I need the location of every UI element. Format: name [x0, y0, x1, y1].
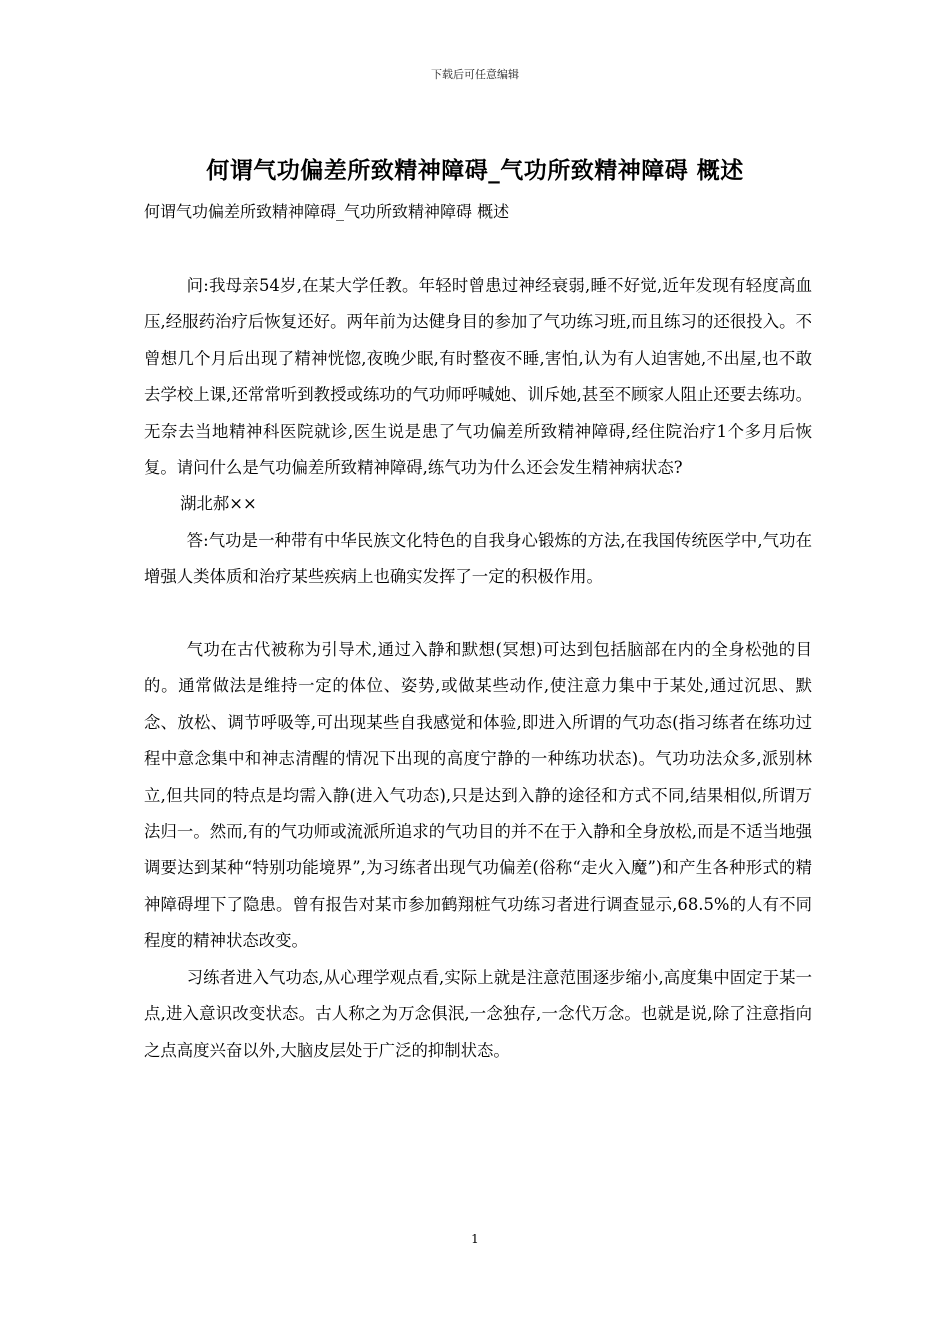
document-subtitle: 何谓气功偏差所致精神障碍_气功所致精神障碍 概述 — [144, 202, 510, 221]
body-paragraph-1: 气功在古代被称为引导术,通过入静和默想(冥想)可达到包括脑部在内的全身松弛的目的。通常做法是维持一定的体位、姿势,或做某些动作,使注意力集中于某处,通过沉思、默念、放松、调节呼吸等,可出现某些自我感觉和体验,即进入所谓的气功态(指习练者在练功过程中意念集中和神志清醒的情况下出现的高度宁静的一种练功状态)。气功功法众多,派别林立,但共同的特点是均需入静(进入气功态),只是达到入静的途径和方式不同,结果相似,所谓万法归一。然而,有的气功师或流派所追求的气功目的并不在于入静和全身放松,而是不适当地强调要达到某种“特别功能境界”,为习练者出现气功偏差(俗称“走火入魔”)和产生各种形式的精神障碍埋下了隐患。曾有报告对某市参加鹤翔桩气功练习者进行调查显示,68.5%的人有不同程度的精神状态改变。 — [144, 640, 812, 951]
question-signature: 湖北郝×× — [180, 494, 257, 514]
body-paragraph-2: 习练者进入气功态,从心理学观点看,实际上就是注意范围逐步缩小,高度集中固定于某一点,进入意识改变状态。古人称之为万念俱泯,一念独存,一念代万念。也就是说,除了注意指向之点高度兴奋以外,大脑皮层处于广泛的抑制状态。 — [144, 967, 812, 1060]
answer-paragraph: 答:气功是一种带有中华民族文化特色的自我身心锻炼的方法,在我国传统医学中,气功在增强人类体质和治疗某些疾病上也确实发挥了一定的积极作用。 — [144, 530, 812, 587]
paragraph-spacer — [144, 596, 812, 632]
document-title: 何谓气功偏差所致精神障碍_气功所致精神障碍 概述 — [206, 157, 744, 184]
page-number: 1 — [471, 1232, 479, 1246]
document-body — [144, 268, 812, 1069]
header-note: 下载后可任意编辑 — [431, 68, 519, 81]
question-paragraph: 问:我母亲54岁,在某大学任教。年轻时曾患过神经衰弱,睡不好觉,近年发现有轻度高血压,经服药治疗后恢复还好。两年前为达健身目的参加了气功练习班,而且练习的还很投入。不曾想几个月后出现了精神恍惚,夜晚少眠,有时整夜不睡,害怕,认为有人迫害她,不出屋,也不敢去学校上课,还常常听到教授或练功的气功师呼喊她、训斥她,甚至不顾家人阻止还要去练功。无奈去当地精神科医院就诊,医生说是患了气功偏差所致精神障碍,经住院治疗1个多月后恢复。请问什么是气功偏差所致精神障碍,练气功为什么还会发生精神病状态? — [144, 276, 812, 478]
